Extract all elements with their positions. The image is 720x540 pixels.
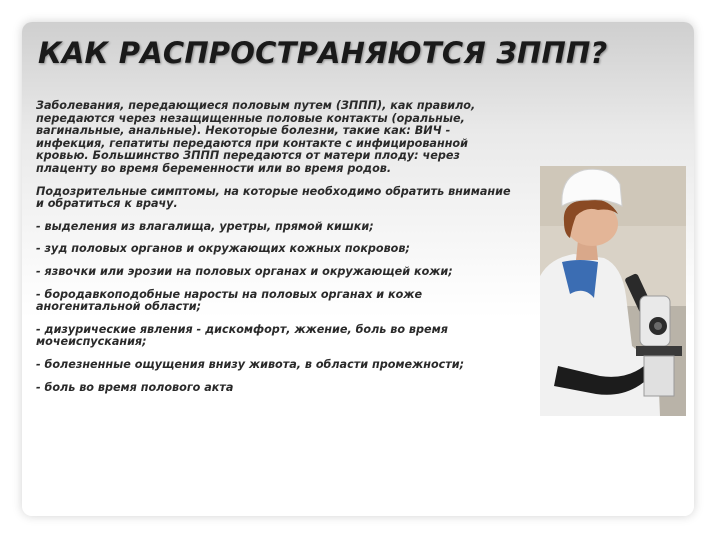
- microscope-base: [644, 356, 674, 396]
- symptom-item: - дизурические явления - дискомфорт, жжение, боль во время мочеиспускания;: [36, 322, 448, 349]
- lab-worker-illustration: [540, 166, 686, 416]
- symptom-item: - зуд половых органов и окружающих кожных покровов;: [36, 242, 410, 256]
- symptoms-intro: Подозрительные симптомы, на которые необходимо обратить внимание и обратиться к врачу.: [36, 184, 511, 211]
- microscope-stage: [636, 346, 682, 356]
- symptom-item: - болезненные ощущения внизу живота, в области промежности;: [36, 357, 465, 371]
- symptom-item: - бородавкоподобные наросты на половых органах и коже аногенитальной области;: [36, 287, 423, 314]
- symptom-item: - боль во время полового акта: [36, 380, 234, 394]
- symptom-item: - выделения из влагалища, уретры, прямой кишки;: [36, 219, 374, 233]
- lab-worker-photo: [540, 166, 686, 416]
- symptom-item: - язвочки или эрозии на половых органах и окружающей кожи;: [36, 264, 453, 278]
- slide-body-text: [36, 100, 522, 404]
- intro-paragraph: Заболевания, передающиеся половым путем (ЗППП), как правило, передаются через незащищенные половые контакты (оральные, вагинальные, анальные). Некоторые болезни, такие как: ВИЧ - инфекция, гепатиты передаются при контакте с инфицированной кровью. Большинство ЗППП передаются от матери плоду: через плаценту во время беременности или во время родов.: [36, 99, 476, 175]
- slide-title: КАК РАСПРОСТРАНЯЮТСЯ ЗППП?: [38, 36, 608, 70]
